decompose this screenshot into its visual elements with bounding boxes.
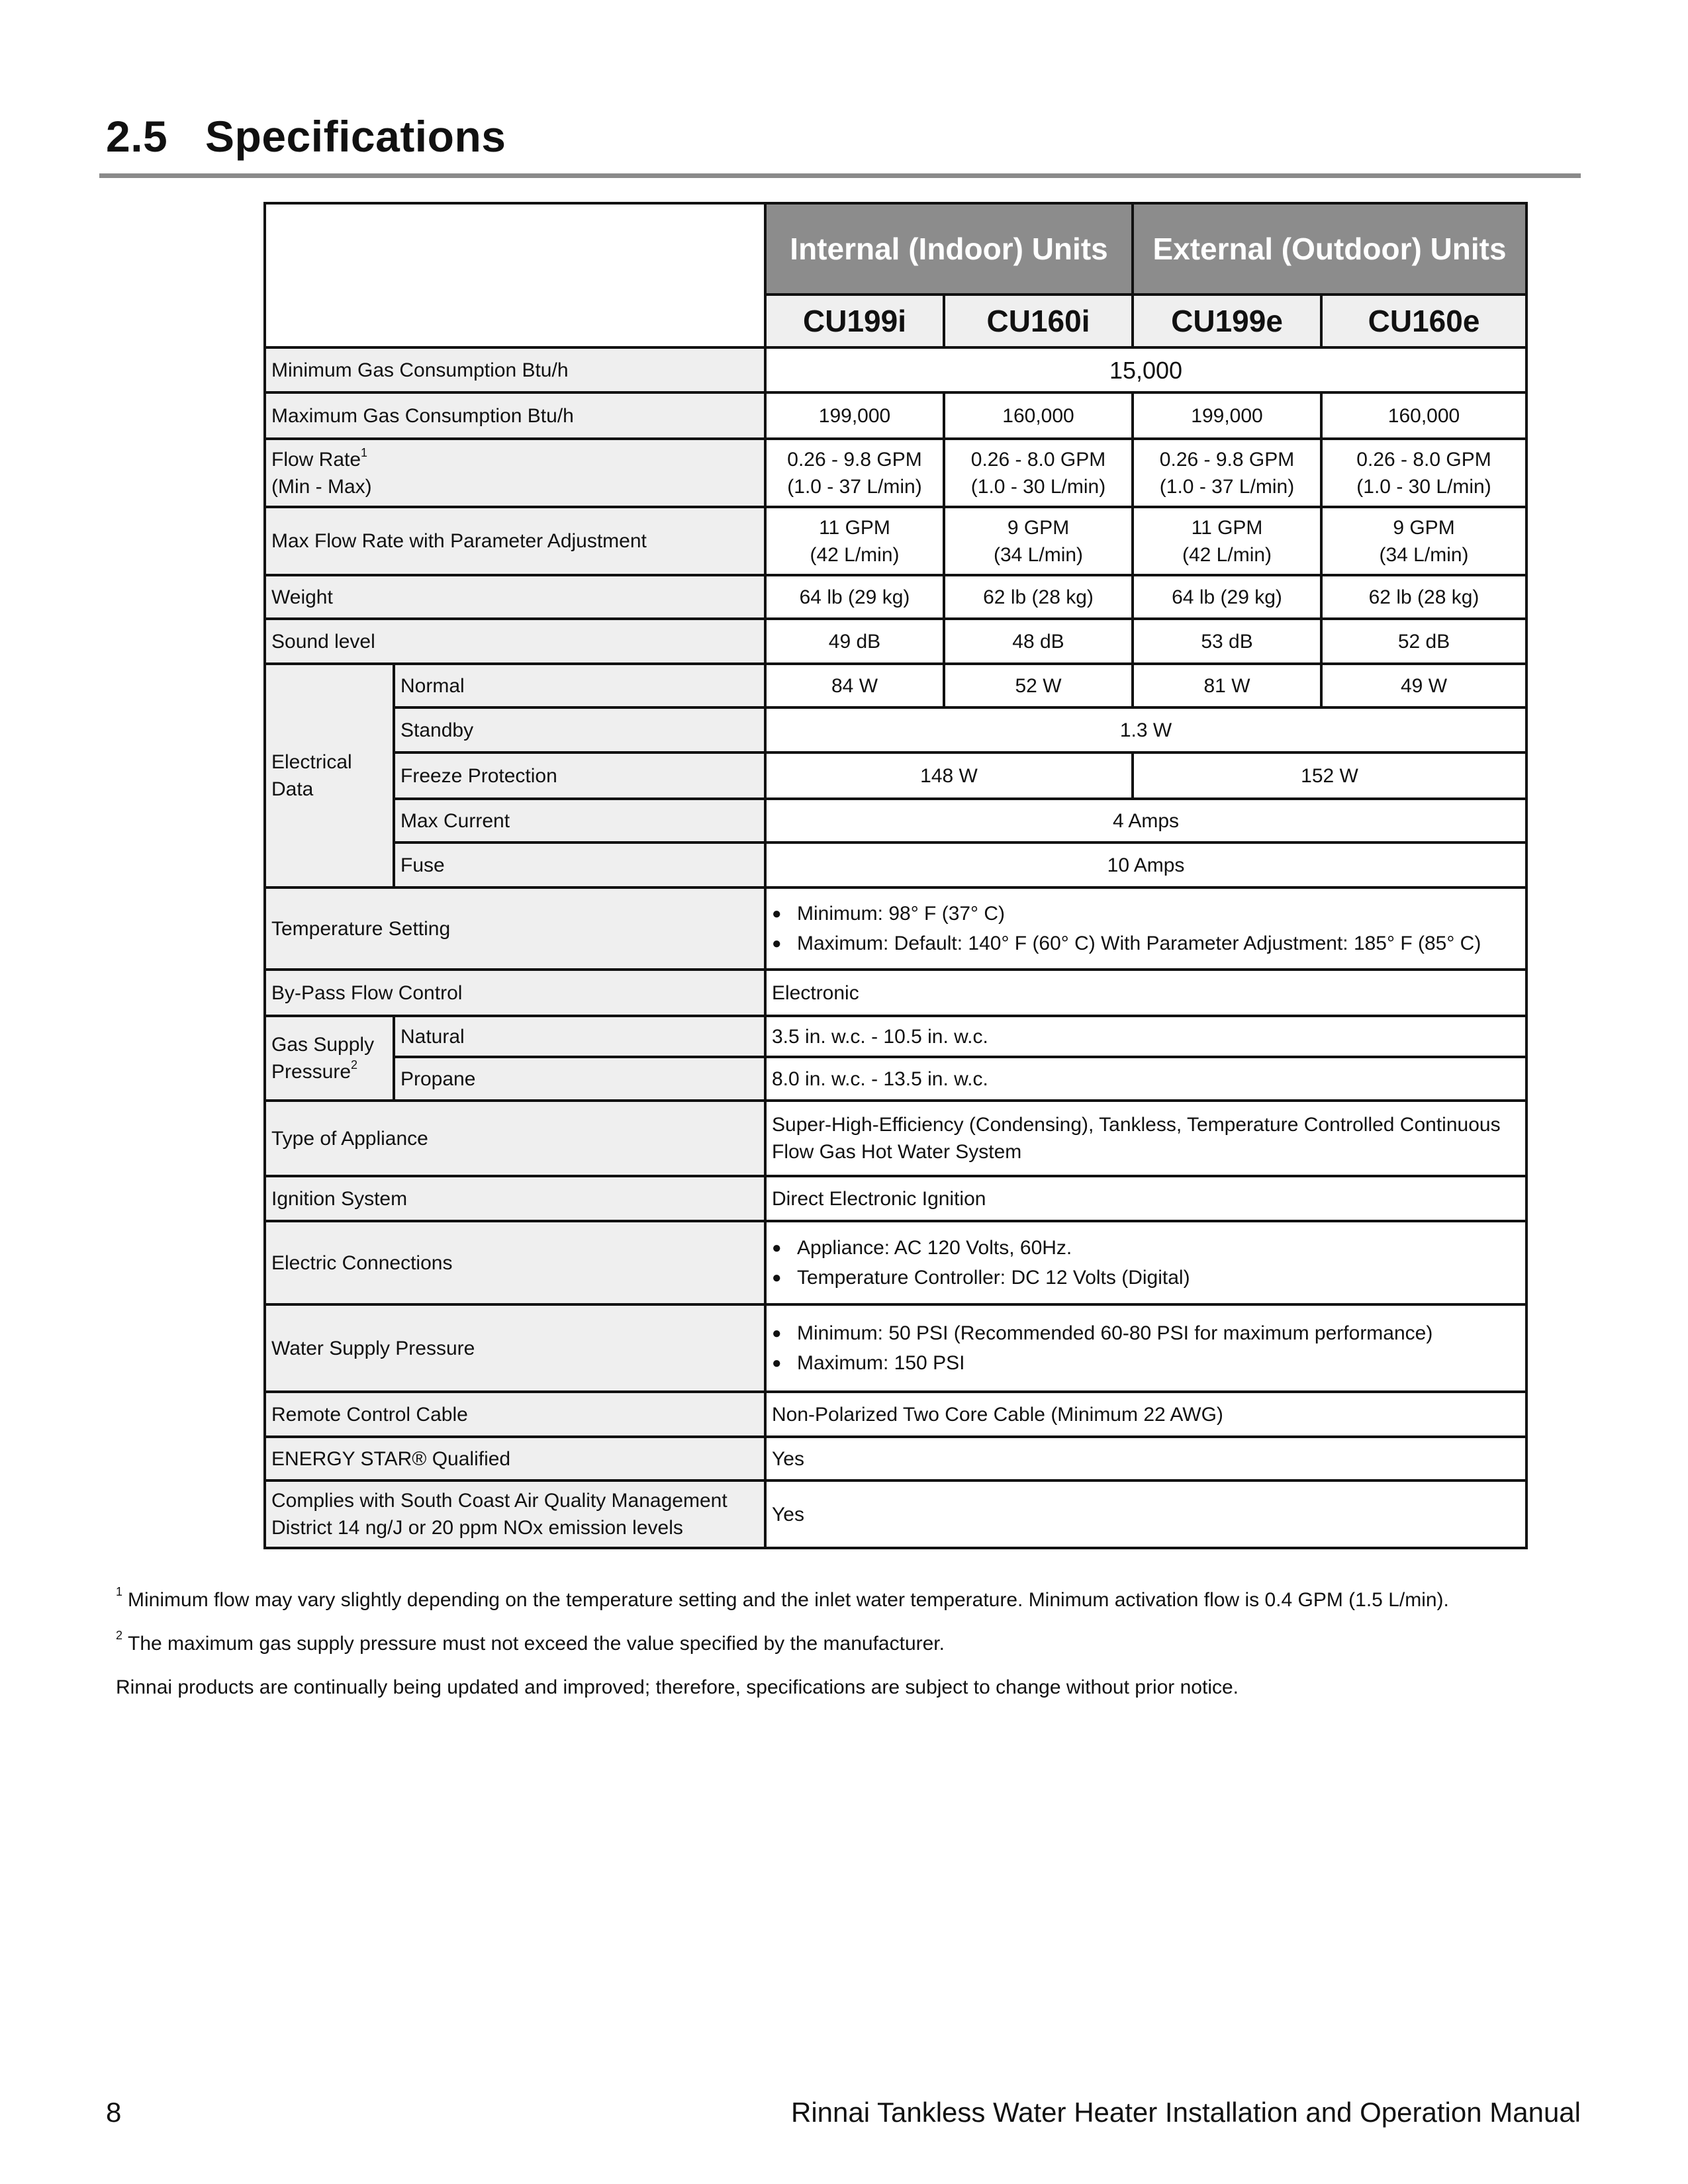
row-sublabel: Normal xyxy=(394,664,765,707)
row-sublabel: Freeze Protection xyxy=(394,752,765,799)
row-value xyxy=(1321,507,1526,575)
row-value: 199,000 xyxy=(765,392,944,439)
table-header-groups xyxy=(265,203,1526,295)
row-label: Weight xyxy=(265,575,765,619)
group-internal: Internal (Indoor) Units xyxy=(765,203,1133,295)
row-value xyxy=(765,507,944,575)
table-row xyxy=(265,1392,1526,1437)
row-sublabel: Natural xyxy=(394,1016,765,1057)
footnote-2 xyxy=(116,1631,945,1657)
row-value: 52 W xyxy=(944,664,1133,707)
row-value xyxy=(1133,439,1321,507)
row-value: 8.0 in. w.c. - 13.5 in. w.c. xyxy=(765,1057,1526,1101)
electrical-label-line2: Data xyxy=(271,778,314,800)
row-label xyxy=(265,439,765,507)
row-value: 10 Amps xyxy=(765,842,1526,887)
table-row xyxy=(265,1437,1526,1480)
row-value: 148 W xyxy=(765,752,1133,799)
electrical-data-label xyxy=(265,664,394,887)
bullet-item: ● Minimum: 50 PSI (Recommended 60-80 PSI for maximum performance) xyxy=(772,1320,1520,1347)
footnote-text: The maximum gas supply pressure must not exceed the value specified by the manufacturer. xyxy=(128,1633,945,1655)
model-cu199i: CU199i xyxy=(765,295,944,347)
table-row xyxy=(265,439,1526,507)
specifications-table xyxy=(263,202,1528,1549)
table-row xyxy=(265,507,1526,575)
aqmd-label-line1: Complies with South Coast Air Quality Management xyxy=(271,1490,727,1512)
value-gpm: 0.26 - 9.8 GPM xyxy=(1159,448,1295,471)
row-sublabel: Fuse xyxy=(394,842,765,887)
appliance-line2: Flow Gas Hot Water System xyxy=(772,1141,1022,1163)
section-title: Specifications xyxy=(205,112,506,161)
row-value: Yes xyxy=(765,1480,1526,1548)
manual-title: Rinnai Tankless Water Heater Installation and Operation Manual xyxy=(791,2097,1581,2128)
value-gpm: 9 GPM xyxy=(1007,516,1070,539)
disclaimer-note: Rinnai products are continually being updated and improved; therefore, specifications are subject to change without prior notice. xyxy=(116,1676,1239,1698)
row-value: 64 lb (29 kg) xyxy=(765,575,944,619)
table-row xyxy=(265,887,1526,970)
row-label: Temperature Setting xyxy=(265,887,765,970)
model-cu199e: CU199e xyxy=(1133,295,1321,347)
footnote-marker: 2 xyxy=(116,1629,123,1642)
bullet-item: ● Minimum: 98° F (37° C) xyxy=(772,900,1520,927)
value-lpm: (34 L/min) xyxy=(1379,543,1469,566)
table-row xyxy=(265,664,1526,707)
value-lpm: (1.0 - 37 L/min) xyxy=(1159,475,1295,498)
row-label xyxy=(265,1480,765,1548)
row-label: Max Flow Rate with Parameter Adjustment xyxy=(265,507,765,575)
bullet-item: ● Temperature Controller: DC 12 Volts (Digital) xyxy=(772,1264,1520,1291)
row-value: 81 W xyxy=(1133,664,1321,707)
row-value xyxy=(765,1101,1526,1176)
footnote-text: Minimum flow may vary slightly depending on the temperature setting and the inlet water temperature. Minimum activation flow is 0.4 GPM (1.5 L/min). xyxy=(128,1589,1449,1611)
table-row xyxy=(265,619,1526,664)
row-value: 48 dB xyxy=(944,619,1133,664)
row-label: Minimum Gas Consumption Btu/h xyxy=(265,347,765,392)
electrical-label-line1: Electrical xyxy=(271,751,352,773)
row-label: Remote Control Cable xyxy=(265,1392,765,1437)
row-value: 52 dB xyxy=(1321,619,1526,664)
row-value: 62 lb (28 kg) xyxy=(944,575,1133,619)
row-value: 49 W xyxy=(1321,664,1526,707)
value-lpm: (1.0 - 30 L/min) xyxy=(970,475,1106,498)
row-value: Yes xyxy=(765,1437,1526,1480)
row-sublabel: Propane xyxy=(394,1057,765,1101)
gas-supply-label-line1: Gas Supply xyxy=(271,1034,375,1056)
row-value xyxy=(765,1221,1526,1304)
row-value: 64 lb (29 kg) xyxy=(1133,575,1321,619)
group-external: External (Outdoor) Units xyxy=(1133,203,1526,295)
gas-supply-label-line2: Pressure xyxy=(271,1061,352,1083)
row-value: 199,000 xyxy=(1133,392,1321,439)
table-row xyxy=(265,1304,1526,1392)
table-row xyxy=(265,392,1526,439)
row-label: Type of Appliance xyxy=(265,1101,765,1176)
value-gpm: 0.26 - 8.0 GPM xyxy=(970,448,1106,471)
table-row xyxy=(265,1057,1526,1101)
value-lpm: (42 L/min) xyxy=(1182,543,1272,566)
value-gpm: 0.26 - 9.8 GPM xyxy=(787,448,922,471)
row-value xyxy=(765,439,944,507)
table-row xyxy=(265,1176,1526,1221)
row-label: ENERGY STAR® Qualified xyxy=(265,1437,765,1480)
heading-rule xyxy=(99,173,1581,178)
row-value xyxy=(1321,439,1526,507)
bullet-item: ● Appliance: AC 120 Volts, 60Hz. xyxy=(772,1234,1520,1261)
table-row xyxy=(265,842,1526,887)
table-row xyxy=(265,970,1526,1016)
row-label: Maximum Gas Consumption Btu/h xyxy=(265,392,765,439)
page-number: 8 xyxy=(106,2097,122,2128)
row-value: 152 W xyxy=(1133,752,1526,799)
footnote-1 xyxy=(116,1587,1449,1614)
value-lpm: (42 L/min) xyxy=(810,543,900,566)
flow-rate-label: Flow Rate xyxy=(271,448,361,471)
value-gpm: 9 GPM xyxy=(1393,516,1455,539)
row-label: Ignition System xyxy=(265,1176,765,1221)
row-value: 1.3 W xyxy=(765,707,1526,752)
model-cu160e: CU160e xyxy=(1321,295,1526,347)
model-cu160i: CU160i xyxy=(944,295,1133,347)
gas-supply-pressure-label xyxy=(265,1016,394,1101)
row-sublabel: Max Current xyxy=(394,799,765,842)
table-row xyxy=(265,1101,1526,1176)
row-label: Water Supply Pressure xyxy=(265,1304,765,1392)
row-value: 62 lb (28 kg) xyxy=(1321,575,1526,619)
table-row xyxy=(265,1480,1526,1548)
table-row xyxy=(265,575,1526,619)
row-value: 3.5 in. w.c. - 10.5 in. w.c. xyxy=(765,1016,1526,1057)
row-value: 160,000 xyxy=(1321,392,1526,439)
footnote-ref: 1 xyxy=(361,445,368,459)
row-value: Electronic xyxy=(765,970,1526,1016)
row-value: 53 dB xyxy=(1133,619,1321,664)
value-gpm: 0.26 - 8.0 GPM xyxy=(1356,448,1491,471)
flow-rate-label-range: (Min - Max) xyxy=(271,475,372,498)
table-row xyxy=(265,799,1526,842)
value-lpm: (1.0 - 37 L/min) xyxy=(787,475,922,498)
row-value xyxy=(765,887,1526,970)
row-value xyxy=(765,1304,1526,1392)
table-row xyxy=(265,1016,1526,1057)
section-number: 2.5 xyxy=(106,112,168,161)
bullet-item: ● Maximum: Default: 140° F (60° C) With Parameter Adjustment: 185° F (85° C) xyxy=(772,930,1520,957)
footnote-marker: 1 xyxy=(116,1585,123,1598)
row-value xyxy=(944,507,1133,575)
table-row xyxy=(265,1221,1526,1304)
row-sublabel: Standby xyxy=(394,707,765,752)
row-value xyxy=(944,439,1133,507)
value-gpm: 11 GPM xyxy=(819,516,890,539)
row-label: By-Pass Flow Control xyxy=(265,970,765,1016)
table-row xyxy=(265,707,1526,752)
section-heading xyxy=(106,111,506,161)
row-value: Non-Polarized Two Core Cable (Minimum 22 AWG) xyxy=(765,1392,1526,1437)
footnote-ref: 2 xyxy=(351,1058,358,1071)
header-blank-cell xyxy=(265,203,765,347)
row-value: 15,000 xyxy=(765,347,1526,392)
table-row xyxy=(265,752,1526,799)
table-row xyxy=(265,347,1526,392)
row-label: Electric Connections xyxy=(265,1221,765,1304)
row-value xyxy=(1133,507,1321,575)
aqmd-label-line2: District 14 ng/J or 20 ppm NOx emission levels xyxy=(271,1517,683,1539)
row-value: 49 dB xyxy=(765,619,944,664)
row-value: Direct Electronic Ignition xyxy=(765,1176,1526,1221)
appliance-line1: Super-High-Efficiency (Condensing), Tankless, Temperature Controlled Continuous xyxy=(772,1114,1501,1136)
row-value: 4 Amps xyxy=(765,799,1526,842)
value-lpm: (34 L/min) xyxy=(993,543,1084,566)
bullet-item: ● Maximum: 150 PSI xyxy=(772,1349,1520,1377)
row-value: 160,000 xyxy=(944,392,1133,439)
value-lpm: (1.0 - 30 L/min) xyxy=(1356,475,1491,498)
row-value: 84 W xyxy=(765,664,944,707)
value-gpm: 11 GPM xyxy=(1191,516,1263,539)
row-label: Sound level xyxy=(265,619,765,664)
